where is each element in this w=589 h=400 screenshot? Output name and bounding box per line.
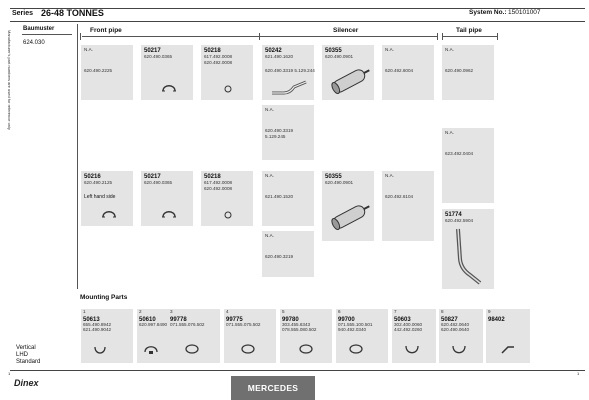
mounting-card[interactable] (336, 309, 388, 363)
part-reference: 620.490.3319 5.129.244 (265, 68, 315, 73)
mounting-card[interactable] (168, 309, 220, 363)
part-reference: 621.490.1620 (265, 54, 294, 59)
config-line: Standard (16, 359, 41, 365)
brand-banner: MERCEDES (231, 376, 315, 400)
part-reference: 620.490.3319 (265, 128, 294, 133)
small-clamp-icon (223, 211, 233, 219)
part-number: 51774 (445, 212, 462, 218)
clamp-icon (101, 208, 117, 220)
part-reference: 617.492.0008 (204, 54, 233, 59)
section-front-pipe: Front pipe (90, 27, 122, 34)
part-number: 50217 (144, 48, 161, 54)
mounting-number: 4 (226, 309, 229, 314)
part-reference: 621.490.9042 (83, 327, 112, 332)
system-label: System No.: (469, 9, 507, 16)
section-tick (442, 33, 443, 40)
clamp-icon (161, 208, 177, 220)
system-value: 150101007 (508, 9, 541, 16)
part-reference: 617.492.0008 (204, 180, 233, 185)
part-reference: 620.490.2225 (84, 68, 113, 73)
mounting-number: 6 (338, 309, 341, 314)
page-number-right: 1 (577, 371, 580, 376)
part-card[interactable] (262, 45, 314, 100)
mounting-number: 3 (170, 309, 173, 314)
part-reference: 620.492.6104 (385, 194, 414, 199)
page-number-left: 1 (8, 371, 11, 376)
mounting-number: 2 (139, 309, 142, 314)
part-number: 50216 (84, 174, 101, 180)
part-card[interactable] (262, 171, 314, 226)
part-reference: 303.455.6343 (282, 322, 311, 327)
part-side-note: Left hand side (84, 194, 116, 200)
part-number: 50218 (204, 174, 221, 180)
baumuster-label: Baumuster (23, 26, 55, 32)
part-reference: 071.555.100.501 (338, 322, 373, 327)
mounting-card[interactable] (392, 309, 436, 363)
section-tick (80, 33, 81, 40)
clamp-icon (161, 82, 177, 94)
part-number: 50603 (394, 317, 411, 323)
part-reference: 620.490.3219 (265, 254, 294, 259)
baumuster-rule (22, 34, 72, 35)
part-reference: 621.490.1520 (265, 194, 294, 199)
part-card[interactable] (382, 171, 434, 241)
part-number: N.A. (265, 107, 274, 112)
mounting-number: 7 (394, 309, 397, 314)
hose-clamp-icon (348, 343, 364, 355)
part-card[interactable] (141, 45, 193, 100)
part-number: 99778 (170, 317, 187, 323)
mounting-number: 9 (488, 309, 491, 314)
part-reference: 620.490.0962 (445, 68, 474, 73)
part-card[interactable] (201, 45, 253, 100)
part-number: 50218 (204, 48, 221, 54)
section-rule-tail (442, 36, 497, 37)
part-number: N.A. (385, 173, 394, 178)
config-line: LHD (16, 352, 29, 358)
part-number: N.A. (84, 47, 93, 52)
part-reference: 620.490.0901 (325, 54, 354, 59)
part-card[interactable] (262, 105, 314, 160)
part-number: 99700 (338, 317, 355, 323)
part-card[interactable] (81, 171, 133, 226)
section-mounting-parts: Mounting Parts (80, 294, 128, 301)
part-card[interactable] (442, 45, 494, 100)
part-reference: 620.482.0640 (441, 322, 470, 327)
part-card[interactable] (81, 45, 133, 100)
baumuster-value: 624.030 (23, 40, 45, 46)
part-number: 50827 (441, 317, 458, 323)
part-reference: 620.492.0008 (204, 186, 233, 191)
reference-note: Manufacturer's part numbers are used for reference only (7, 30, 12, 130)
part-reference: 655.490.8942 (83, 322, 112, 327)
part-reference: 620.492.6004 (385, 68, 414, 73)
part-reference: 620.492.0008 (204, 60, 233, 65)
part-number: 50613 (83, 317, 100, 323)
part-card[interactable] (262, 231, 314, 277)
part-number: N.A. (265, 233, 274, 238)
dinex-logo: Dinex (14, 378, 39, 388)
section-tick (437, 33, 438, 40)
hose-clamp-icon (298, 343, 314, 355)
band-clamp-icon (451, 343, 467, 355)
mounting-card[interactable] (486, 309, 530, 363)
part-reference: 940.492.0340 (338, 327, 367, 332)
part-reference: 620.490.0901 (325, 180, 354, 185)
part-card[interactable] (201, 171, 253, 226)
band-clamp-icon (143, 343, 159, 355)
part-number: 50242 (265, 48, 282, 54)
mounting-number: 5 (282, 309, 285, 314)
part-card[interactable] (442, 128, 494, 203)
part-number: N.A. (265, 173, 274, 178)
mounting-number: 8 (441, 309, 444, 314)
part-reference: 623.492.0404 (445, 151, 474, 156)
mounting-card[interactable] (81, 309, 133, 363)
small-clamp-icon (223, 85, 233, 93)
part-number: 50355 (325, 174, 342, 180)
part-reference: 620.997.8490 (139, 322, 168, 327)
part-reference: 442.492.0260 (394, 327, 423, 332)
section-tail-pipe: Tail pipe (456, 27, 482, 34)
part-number: N.A. (445, 130, 454, 135)
tail-pipe-icon (452, 225, 486, 287)
section-silencer: Silencer (333, 27, 359, 34)
sidebar-divider (77, 24, 78, 289)
part-number: 98402 (488, 317, 505, 323)
part-reference: 5.129.245 (265, 134, 286, 139)
mounting-card[interactable] (280, 309, 332, 363)
part-reference: 071.555.076.502 (170, 322, 205, 327)
part-number: 50217 (144, 174, 161, 180)
part-number: N.A. (445, 47, 454, 52)
part-reference: 071.555.075.502 (226, 322, 261, 327)
part-card[interactable] (442, 209, 494, 289)
footer-rule (10, 370, 585, 371)
part-card[interactable] (322, 171, 374, 241)
part-number: 99775 (226, 317, 243, 323)
part-number: 50610 (139, 317, 156, 323)
silencer-icon (326, 201, 372, 233)
part-card[interactable] (322, 45, 374, 100)
part-number: 99780 (282, 317, 299, 323)
config-line: Vertical (16, 345, 36, 351)
part-reference: 620.490.0365 (144, 180, 173, 185)
section-tick (259, 33, 260, 40)
bent-pipe-icon (270, 79, 310, 97)
part-card[interactable] (141, 171, 193, 226)
header-bottom-rule (10, 21, 585, 22)
mounting-card[interactable] (224, 309, 276, 363)
series-label: Series (12, 10, 34, 17)
part-reference: 620.490.0640 (441, 327, 470, 332)
hose-clamp-icon (184, 343, 200, 355)
bracket-icon (500, 343, 516, 355)
band-clamp-icon (93, 343, 107, 355)
part-reference: 620.492.5904 (445, 218, 474, 223)
mounting-card[interactable] (439, 309, 483, 363)
part-reference: 302.400.0060 (394, 322, 423, 327)
band-clamp-icon (404, 343, 420, 355)
hose-clamp-icon (240, 343, 256, 355)
part-reference: 078.555.080.502 (282, 327, 317, 332)
mounting-number: 1 (83, 309, 86, 314)
part-number: 50355 (325, 48, 342, 54)
part-card[interactable] (382, 45, 434, 100)
series-value: 26-48 TONNES (41, 8, 104, 18)
section-tick (497, 33, 498, 40)
silencer-icon (326, 65, 372, 97)
part-reference: 620.490.0365 (144, 54, 173, 59)
part-number: N.A. (385, 47, 394, 52)
part-reference: 620.490.2125 (84, 180, 113, 185)
